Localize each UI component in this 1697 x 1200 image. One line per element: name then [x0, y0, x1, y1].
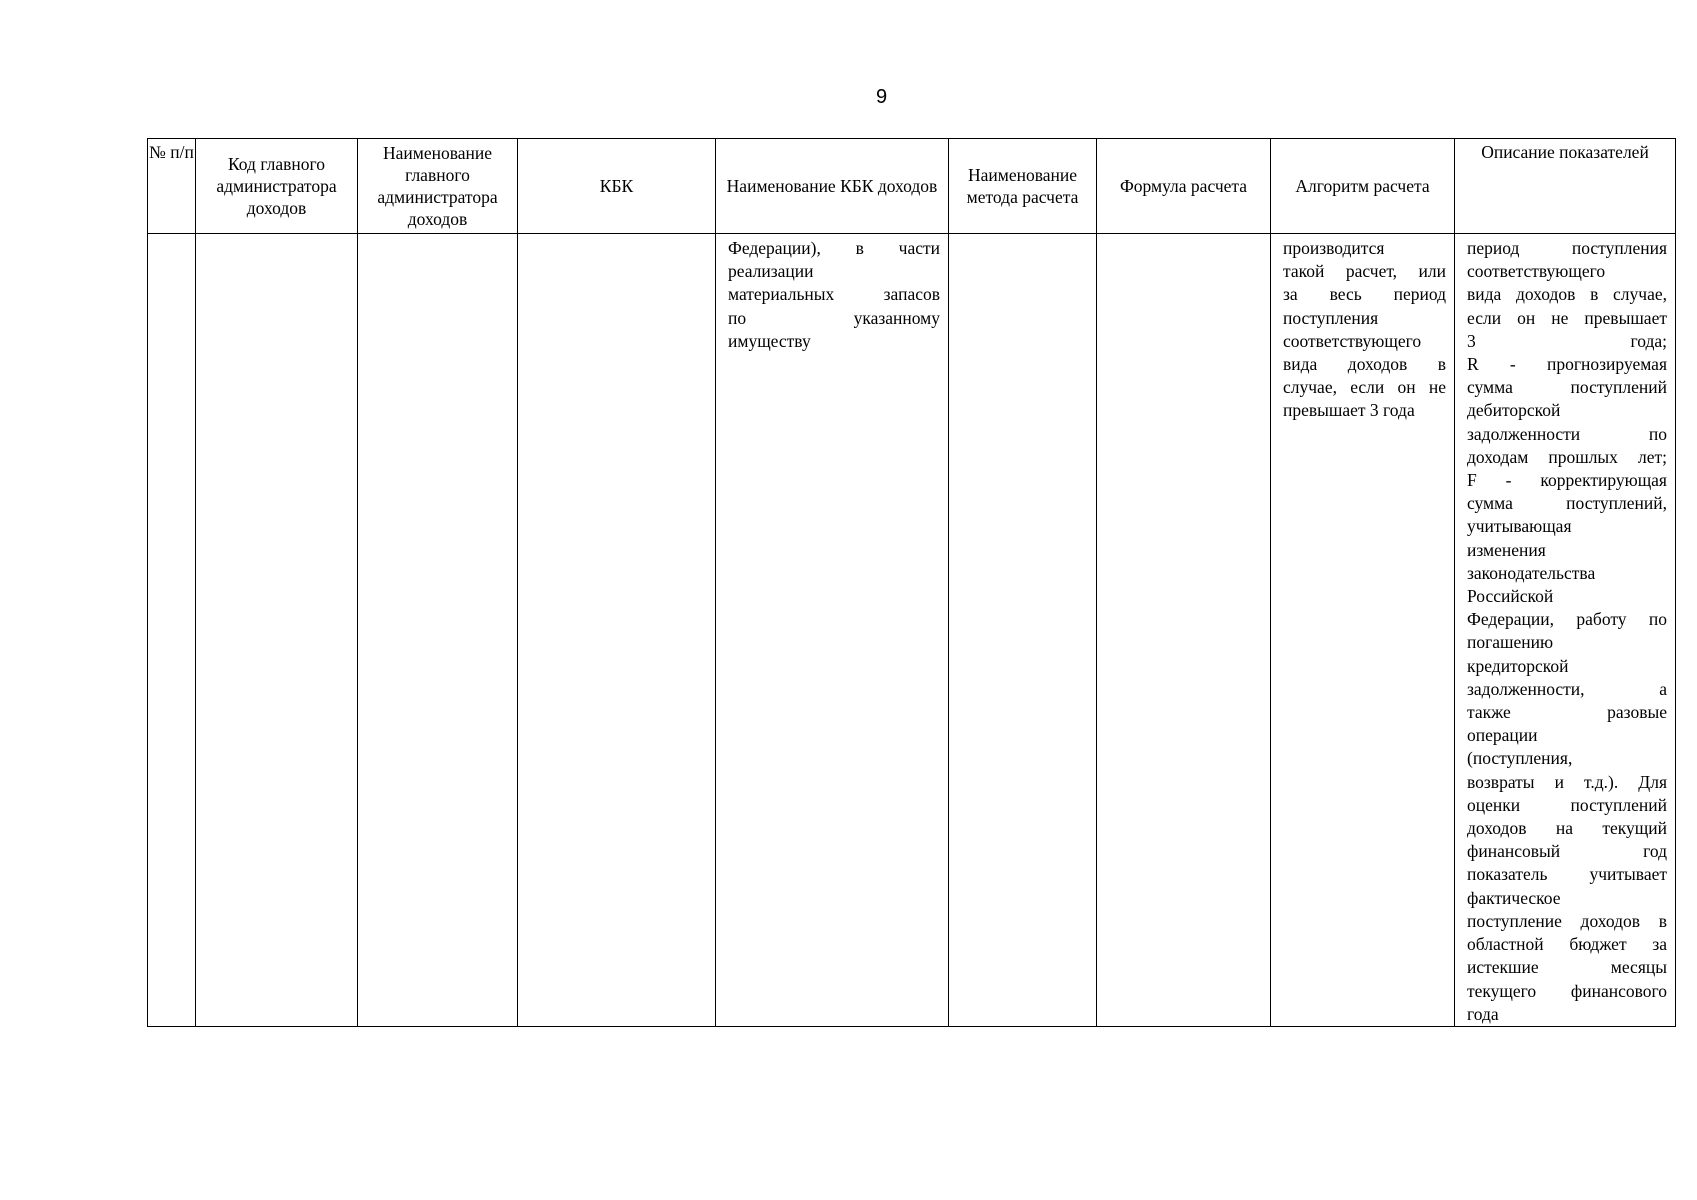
text-line: Федерации), в части: [728, 238, 940, 258]
text-line: фактическое: [1467, 887, 1561, 908]
cell-formula: [1097, 234, 1271, 1027]
text-line: реализации: [728, 261, 814, 282]
text-line: если он не превышает: [1467, 307, 1667, 328]
text-line: операции: [1467, 725, 1538, 746]
text-line: изменения: [1467, 539, 1546, 560]
text-line: учитывающая: [1467, 516, 1572, 537]
text-line: вида доходов в случае,: [1467, 284, 1667, 305]
text-line: превышает 3 года: [1283, 400, 1415, 421]
text-line: за весь период: [1283, 284, 1446, 305]
table-row: [148, 234, 1676, 1027]
header-num: № п/п: [148, 139, 196, 234]
header-description: Описание показателей: [1455, 139, 1676, 234]
text-line: производится: [1283, 238, 1385, 258]
text-line: показатель учитывает: [1467, 864, 1667, 885]
text-line: (поступления,: [1467, 748, 1573, 769]
text-line: R - прогнозируемая: [1467, 354, 1667, 375]
text-line: задолженности, а: [1467, 678, 1667, 699]
text-line: истекшие месяцы: [1467, 957, 1667, 978]
text-line: сумма поступлений: [1467, 377, 1667, 398]
cell-admin-code: [196, 234, 358, 1027]
text-line: Российской: [1467, 586, 1554, 607]
text-line: поступления: [1283, 307, 1379, 328]
table-header-row: [148, 139, 1676, 234]
text-line: задолженности по: [1467, 423, 1667, 444]
revenue-forecast-table: [147, 138, 1676, 1027]
kbk-name-text: [716, 234, 948, 353]
text-line: F - корректирующая: [1467, 470, 1667, 491]
text-line: материальных запасов: [728, 284, 940, 305]
cell-kbk: [518, 234, 716, 1027]
cell-algorithm: [1271, 234, 1455, 1027]
algorithm-text: [1271, 234, 1454, 423]
text-line: оценки поступлений: [1467, 794, 1667, 815]
text-line: сумма поступлений,: [1467, 493, 1667, 514]
cell-admin-name: [358, 234, 518, 1027]
cell-method: [949, 234, 1097, 1027]
text-line: дебиторской: [1467, 400, 1561, 421]
header-admin-name: Наименование главного администратора доходов: [358, 139, 518, 234]
text-line: областной бюджет за: [1467, 934, 1667, 955]
text-line: период поступления: [1467, 238, 1667, 258]
text-line: финансовый год: [1467, 841, 1667, 862]
page-number: 9: [875, 86, 888, 108]
text-line: случае, если он не: [1283, 377, 1446, 398]
header-kbk: КБК: [518, 139, 716, 234]
text-line: также разовые: [1467, 702, 1667, 723]
text-line: погашению: [1467, 632, 1554, 653]
text-line: кредиторской: [1467, 655, 1569, 676]
text-line: года: [1467, 1003, 1499, 1024]
text-line: соответствующего: [1467, 261, 1606, 282]
text-line: возвраты и т.д.). Для: [1467, 771, 1667, 792]
header-method: Наименование метода расчета: [949, 139, 1097, 234]
cell-description: [1455, 234, 1676, 1027]
text-line: имуществу: [728, 330, 811, 351]
text-line: по указанному: [728, 307, 940, 328]
text-line: 3 года;: [1467, 330, 1667, 351]
text-line: вида доходов в: [1283, 354, 1446, 375]
cell-kbk-name: [716, 234, 949, 1027]
header-algorithm: Алгоритм расчета: [1271, 139, 1455, 234]
text-line: Федерации, работу по: [1467, 609, 1667, 630]
text-line: поступление доходов в: [1467, 910, 1667, 931]
header-admin-code: Код главного администратора доходов: [196, 139, 358, 234]
text-line: доходов на текущий: [1467, 818, 1667, 839]
text-line: такой расчет, или: [1283, 261, 1446, 282]
text-line: соответствующего: [1283, 330, 1422, 351]
description-text: [1455, 234, 1675, 1026]
header-kbk-name: Наименование КБК доходов: [716, 139, 949, 234]
text-line: текущего финансового: [1467, 980, 1667, 1001]
cell-num: [148, 234, 196, 1027]
text-line: законодательства: [1467, 562, 1596, 583]
header-formula: Формула расчета: [1097, 139, 1271, 234]
text-line: доходам прошлых лет;: [1467, 446, 1667, 467]
